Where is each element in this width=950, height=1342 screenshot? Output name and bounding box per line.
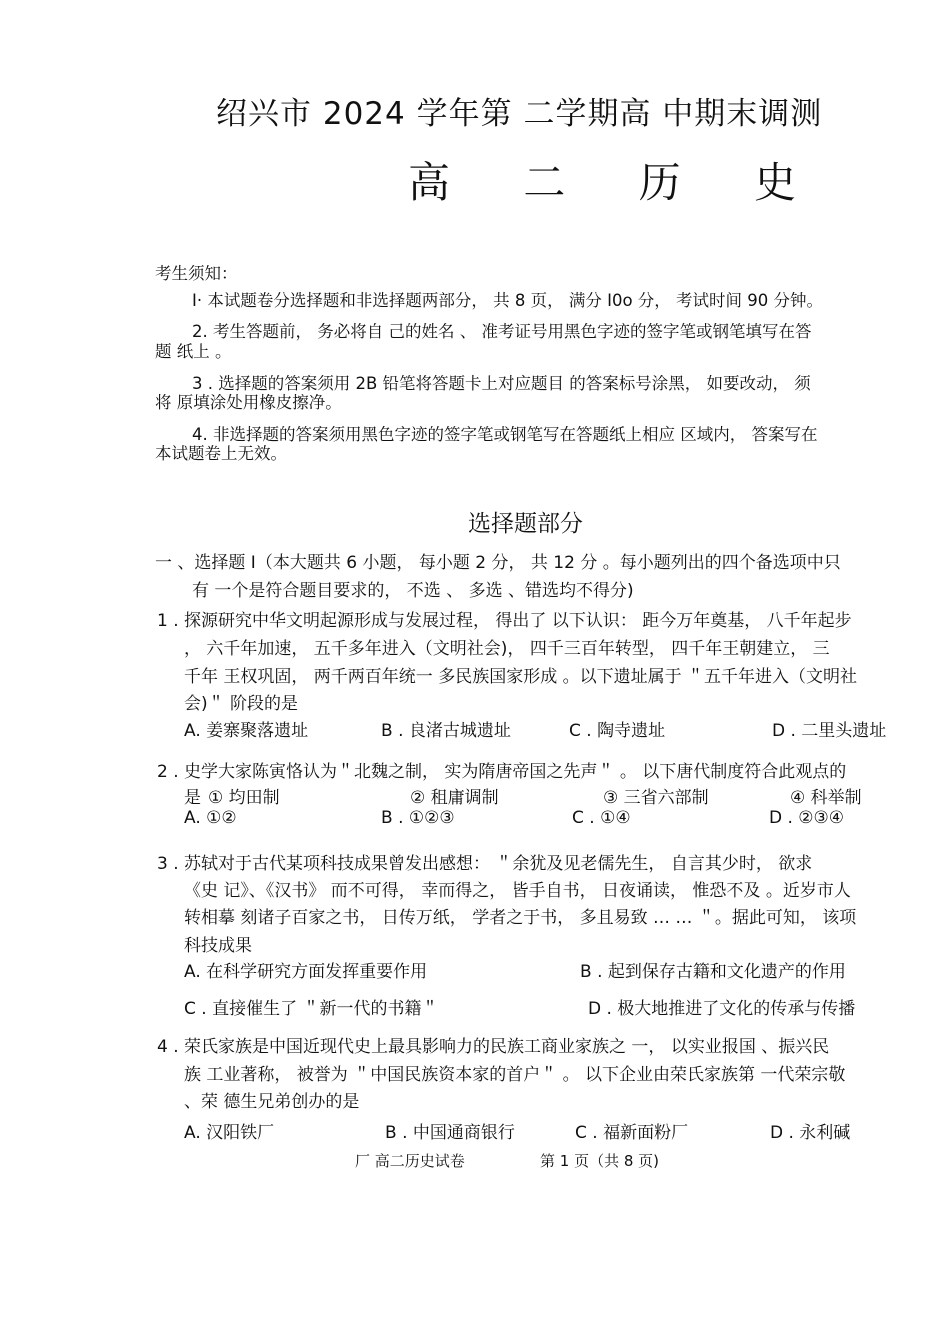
notice-item-3: 3 . 选择题的答案须用 2B 铅笔将答题卡上对应题目 的答案标号涂黑， 如要改动， 须: [192, 374, 811, 393]
question-4-line-1: 4 . 荣氏家族是中国近现代史上最具影响力的民族工商业家族之 一， 以实业报国 、振兴民: [157, 1037, 830, 1057]
question-3-option-b: B . 起到保存古籍和文化遗产的作用: [580, 962, 846, 982]
notice-item-2-cont: 题 纸上 。: [155, 342, 232, 361]
question-4-option-b: B . 中国通商银行: [385, 1123, 515, 1143]
question-4-line-3: 、荣 德生兄弟创办的是: [184, 1092, 360, 1112]
question-2-choice-1: ① 均田制: [208, 788, 280, 808]
notice-heading: 考生须知：: [155, 264, 238, 283]
question-2-line-1: 2 . 史学大家陈寅恪认为＂北魏之制， 实为隋唐帝国之先声＂ 。 以下唐代制度符合此观点的: [157, 762, 847, 782]
question-4-option-c: C . 福新面粉厂: [575, 1123, 689, 1143]
exam-title: 绍兴市 2024 学年第 二学期高 中期末调测: [216, 96, 823, 132]
subject-title: 高 二 历 史: [408, 158, 827, 207]
question-1-line-3: 千年 王权巩固， 两千两百年统一 多民族国家形成 。以下遗址属于 ＂五千年进入（文明社: [184, 667, 858, 687]
question-2-choice-3: ③ 三省六部制: [603, 788, 709, 808]
footer-page-number: 第 1 页（共 8 页): [540, 1152, 660, 1170]
question-2-option-a: A. ①②: [184, 808, 237, 828]
question-2-choices-prefix: 是: [184, 788, 201, 808]
question-2-choice-4: ④ 科举制: [790, 788, 862, 808]
question-2-choice-2: ② 租庸调制: [410, 788, 499, 808]
notice-item-4-cont: 本试题卷上无效。: [155, 444, 287, 463]
section-title: 选择题部分: [468, 511, 583, 537]
question-1-option-b: B . 良渚古城遗址: [381, 721, 511, 741]
question-1-option-a: A. 姜寨聚落遗址: [184, 721, 309, 741]
question-3-line-1: 3 . 苏轼对于古代某项科技成果曾发出感想： ＂余犹及见老儒先生， 自言其少时， 欲求: [157, 854, 813, 874]
question-3-line-2: 《史 记》、《汉书》 而不可得， 幸而得之， 皆手自书， 日夜诵读， 惟恐不及 。近岁市人: [184, 881, 851, 901]
question-3-line-3: 转相摹 刻诸子百家之书， 日传万纸， 学者之于书， 多且易致 … … ＂。据此可知， 该项: [184, 908, 857, 928]
notice-item-3-cont: 将 原填涂处用橡皮擦净。: [155, 393, 342, 412]
question-1-line-4: 会)＂ 阶段的是: [184, 694, 299, 714]
footer-paper-name: 厂 高二历史试卷: [355, 1152, 465, 1170]
question-3-option-a: A. 在科学研究方面发挥重要作用: [184, 962, 428, 982]
question-3-option-c: C . 直接催生了 ＂新一代的书籍＂: [184, 999, 439, 1019]
question-4-line-2: 族 工业著称， 被誉为 ＂中国民族资本家的首户＂ 。 以下企业由荣氏家族第 一代荣宗敬: [184, 1065, 846, 1085]
notice-item-2: 2. 考生答题前， 务必将自 己的姓名 、 准考证号用黑色字迹的签字笔或钢笔填写在答: [192, 322, 812, 341]
part-instructions: 一 、选择题 I（本大题共 6 小题， 每小题 2 分， 共 12 分 。每小题列出的四个备选项中只: [155, 553, 841, 573]
question-2-option-d: D . ②③④: [769, 808, 845, 828]
notice-item-1: I· 本试题卷分选择题和非选择题两部分， 共 8 页， 满分 I0o 分， 考试时间 90 分钟。: [192, 291, 824, 310]
question-3-option-d: D . 极大地推进了文化的传承与传播: [588, 999, 856, 1019]
question-1-line-1: 1 . 探源研究中华文明起源形成与发展过程， 得出了 以下认识： 距今万年奠基， 八千年起步: [157, 611, 852, 631]
notice-item-4: 4. 非选择题的答案须用黑色字迹的签字笔或钢笔写在答题纸上相应 区域内， 答案写在: [192, 425, 818, 444]
question-4-option-a: A. 汉阳铁厂: [184, 1123, 275, 1143]
question-2-option-b: B . ①②③: [381, 808, 455, 828]
question-3-line-4: 科技成果: [184, 936, 252, 956]
question-4-option-d: D . 永利碱: [770, 1123, 851, 1143]
question-1-option-d: D . 二里头遗址: [772, 721, 887, 741]
part-instructions-cont: 有 一个是符合题目要求的， 不选 、 多选 、错选均不得分): [192, 581, 634, 601]
question-1-line-2: ， 六千年加速， 五千多年进入（文明社会)， 四千三百年转型， 四千年王朝建立， 三: [184, 639, 830, 659]
question-2-option-c: C . ①④: [572, 808, 631, 828]
question-1-option-c: C . 陶寺遗址: [569, 721, 666, 741]
